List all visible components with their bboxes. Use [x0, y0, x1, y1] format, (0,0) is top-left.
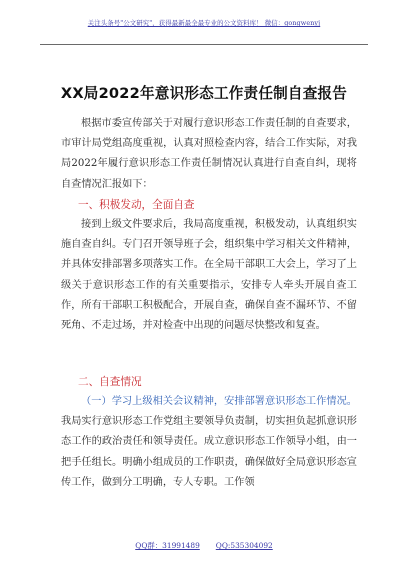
footer-qq-group: QQ群：31991489 — [135, 541, 200, 550]
intro-text: 根据市委宣传部关于对履行意识形态工作责任制的自查要求，市审计局党组高度重视，认真对照检查内容，结合工作实际，对我局2022年履行意识形态工作责任制情况认真进行自查自纠，现将自查情况汇报如下： — [61, 118, 357, 190]
header-banner: 关注头条号"公文研究"，获得最新最全最专业的公文资料库！ 微信：gongwenyj — [87, 19, 321, 27]
document-title: XX局2022年意识形态工作责任制自查报告 — [60, 85, 348, 102]
page-footer — [0, 540, 408, 551]
section2-heading: 二、自查情况 — [78, 376, 142, 388]
section2-subheading: （一）学习上级相关会议精神，安排部署意识形态工作情况。 — [81, 396, 357, 407]
header-divider — [40, 44, 368, 45]
section2-paragraph — [61, 392, 357, 493]
section1-text: 接到上级文件要求后，我局高度重视，积极发动，认真组织实施自查自纠。专门召开领导班子会，组织集中学习相关文件精神，并具体安排部署多项落实工作。在全局干部职工大会上，学习了上级关于意识形态工作的有关重要指示，安排专人牵头开展自查工作，所有干部职工积极配合，开展自查，确保自查不漏环节、不留死角、不走过场，并对检查中出现的问题尽快整改和复查。 — [61, 219, 357, 332]
footer-qq: QQ:535304092 — [215, 541, 273, 550]
section2-text: 我局实行意识形态工作党组主要领导负责制，切实担负起抓意识形态工作的政治责任和领导责任。成立意识形态工作领导小组，由一把手任组长。明确小组成员的工作职责，确保做好全局意识形态宣传工作，做到分工明确，专人专职。工作领 — [61, 416, 357, 488]
intro-paragraph — [61, 114, 357, 195]
section1-paragraph — [61, 215, 357, 336]
section1-heading: 一、积极发动，全面自查 — [78, 199, 195, 211]
